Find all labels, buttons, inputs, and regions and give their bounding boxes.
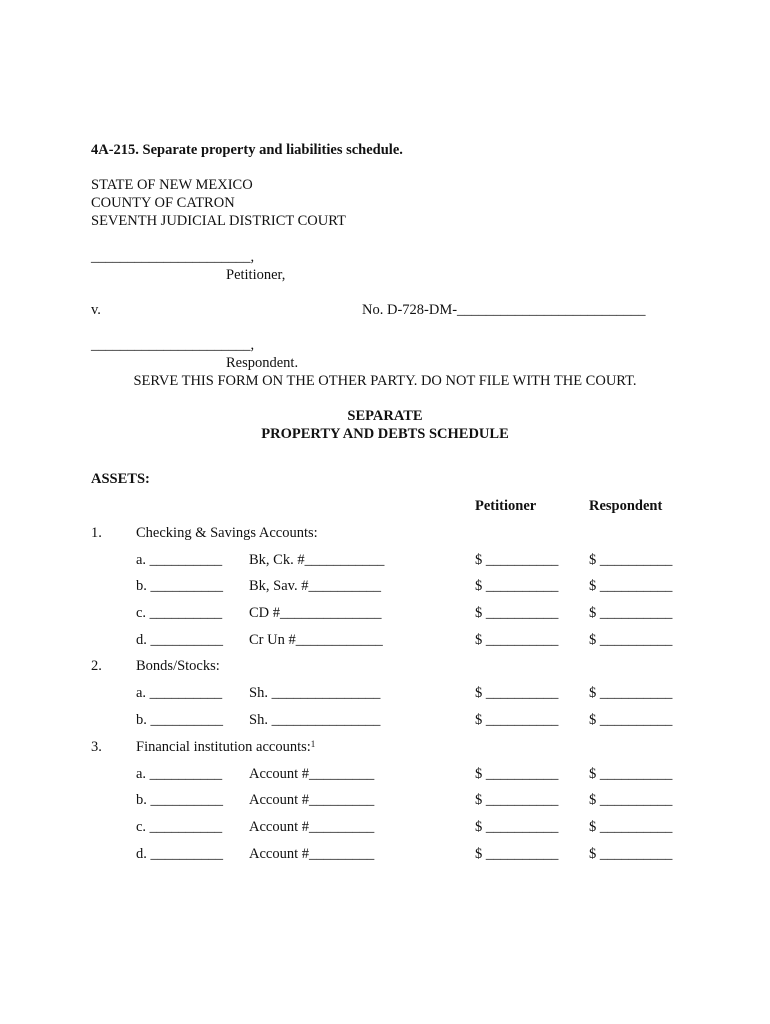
respondent-amount-blank[interactable]: $ __________ bbox=[589, 685, 673, 701]
court-state: STATE OF NEW MEXICO bbox=[91, 177, 253, 193]
petitioner-amount-blank[interactable]: $ __________ bbox=[475, 552, 559, 568]
petitioner-amount-blank[interactable]: $ __________ bbox=[475, 578, 559, 594]
respondent-amount-blank[interactable]: $ __________ bbox=[589, 552, 673, 568]
row-item-blank[interactable]: d. __________ bbox=[136, 632, 223, 648]
row-account-blank[interactable]: Account #_________ bbox=[249, 846, 375, 862]
court-county: COUNTY OF CATRON bbox=[91, 195, 235, 211]
row-shares-blank[interactable]: Sh. _______________ bbox=[249, 685, 381, 701]
schedule-title-line2: PROPERTY AND DEBTS SCHEDULE bbox=[261, 426, 509, 442]
footnote-marker: 1 bbox=[310, 739, 316, 749]
petitioner-amount-blank[interactable]: $ __________ bbox=[475, 685, 559, 701]
row-shares-blank[interactable]: Sh. _______________ bbox=[249, 712, 381, 728]
petitioner-label: Petitioner, bbox=[226, 267, 286, 283]
respondent-amount-blank[interactable]: $ __________ bbox=[589, 712, 673, 728]
case-number-field[interactable]: No. D-728-DM-__________________________ bbox=[362, 302, 646, 318]
section-title: Financial institution accounts: bbox=[136, 739, 311, 755]
row-account-blank[interactable]: Account #_________ bbox=[249, 766, 375, 782]
court-district: SEVENTH JUDICIAL DISTRICT COURT bbox=[91, 213, 346, 229]
section-number: 1. bbox=[91, 525, 102, 541]
row-item-blank[interactable]: a. __________ bbox=[136, 552, 223, 568]
petitioner-amount-blank[interactable]: $ __________ bbox=[475, 846, 559, 862]
respondent-amount-blank[interactable]: $ __________ bbox=[589, 605, 673, 621]
column-header-respondent: Respondent bbox=[589, 498, 663, 514]
respondent-name-blank[interactable]: ______________________, bbox=[91, 337, 255, 353]
row-item-blank[interactable]: c. __________ bbox=[136, 605, 223, 621]
row-item-blank[interactable]: a. __________ bbox=[136, 685, 223, 701]
respondent-amount-blank[interactable]: $ __________ bbox=[589, 578, 673, 594]
versus-label: v. bbox=[91, 302, 101, 318]
section-number: 3. bbox=[91, 739, 102, 755]
respondent-amount-blank[interactable]: $ __________ bbox=[589, 792, 673, 808]
row-account-blank[interactable]: Account #_________ bbox=[249, 792, 375, 808]
assets-heading: ASSETS: bbox=[91, 471, 150, 487]
section-title-wrap bbox=[136, 738, 315, 756]
section-title: Checking & Savings Accounts: bbox=[136, 525, 318, 541]
row-account-blank[interactable]: Cr Un #____________ bbox=[249, 632, 383, 648]
schedule-title-line1: SEPARATE bbox=[347, 408, 423, 424]
petitioner-name-blank[interactable]: ______________________, bbox=[91, 249, 255, 265]
respondent-amount-blank[interactable]: $ __________ bbox=[589, 632, 673, 648]
row-item-blank[interactable]: a. __________ bbox=[136, 766, 223, 782]
row-account-blank[interactable]: Bk, Sav. #__________ bbox=[249, 578, 381, 594]
row-account-blank[interactable]: CD #______________ bbox=[249, 605, 382, 621]
row-item-blank[interactable]: b. __________ bbox=[136, 792, 223, 808]
row-item-blank[interactable]: b. __________ bbox=[136, 578, 223, 594]
section-number: 2. bbox=[91, 658, 102, 674]
respondent-amount-blank[interactable]: $ __________ bbox=[589, 846, 673, 862]
respondent-label: Respondent. bbox=[226, 355, 299, 371]
petitioner-amount-blank[interactable]: $ __________ bbox=[475, 792, 559, 808]
row-item-blank[interactable]: b. __________ bbox=[136, 712, 223, 728]
petitioner-amount-blank[interactable]: $ __________ bbox=[475, 605, 559, 621]
petitioner-amount-blank[interactable]: $ __________ bbox=[475, 712, 559, 728]
row-item-blank[interactable]: c. __________ bbox=[136, 819, 223, 835]
column-header-petitioner: Petitioner bbox=[475, 498, 537, 514]
petitioner-amount-blank[interactable]: $ __________ bbox=[475, 819, 559, 835]
petitioner-amount-blank[interactable]: $ __________ bbox=[475, 632, 559, 648]
form-code-title: 4A-215. Separate property and liabilities schedule. bbox=[91, 142, 403, 158]
row-account-blank[interactable]: Account #_________ bbox=[249, 819, 375, 835]
row-account-blank[interactable]: Bk, Ck. #___________ bbox=[249, 552, 385, 568]
respondent-amount-blank[interactable]: $ __________ bbox=[589, 819, 673, 835]
row-item-blank[interactable]: d. __________ bbox=[136, 846, 223, 862]
serve-notice: SERVE THIS FORM ON THE OTHER PARTY. DO NOT FILE WITH THE COURT. bbox=[133, 373, 637, 389]
respondent-amount-blank[interactable]: $ __________ bbox=[589, 766, 673, 782]
section-title: Bonds/Stocks: bbox=[136, 658, 220, 674]
petitioner-amount-blank[interactable]: $ __________ bbox=[475, 766, 559, 782]
